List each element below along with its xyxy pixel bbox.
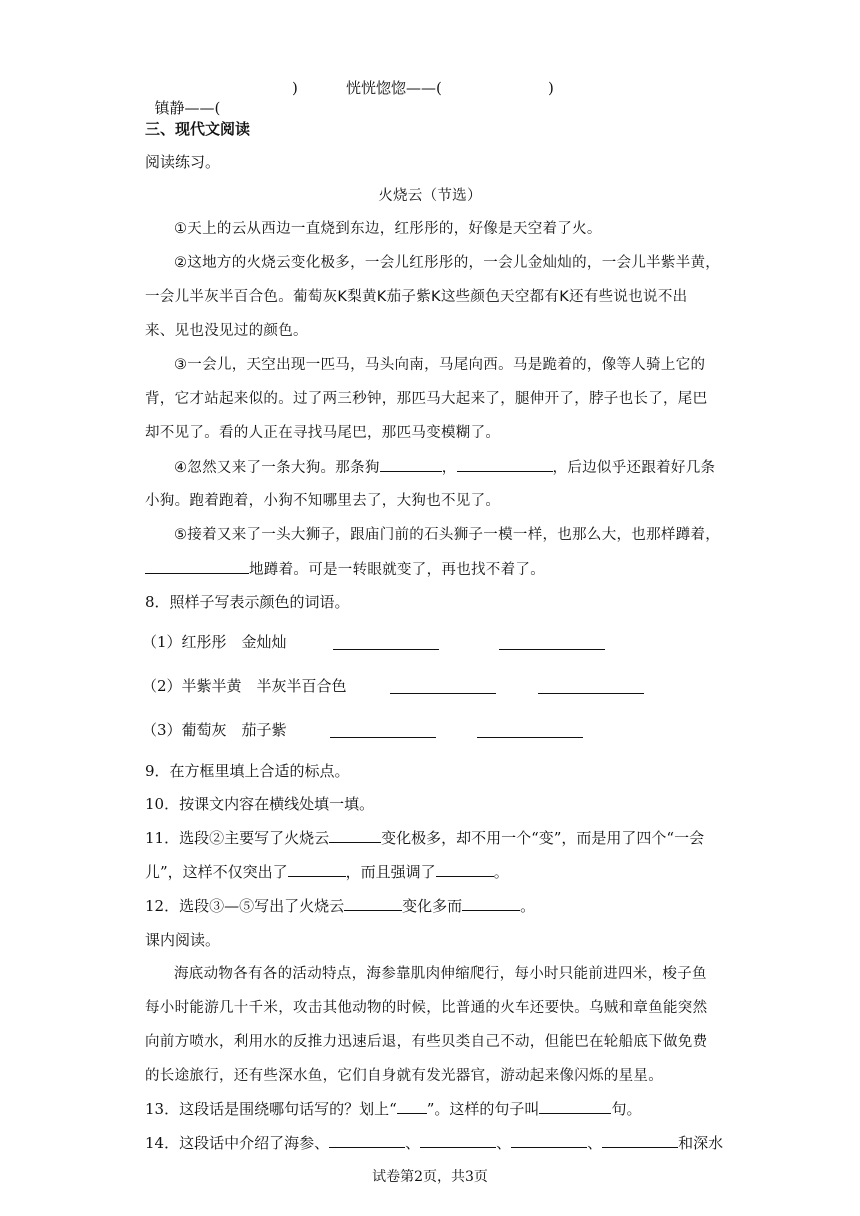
question-9: 9．在方框里填上合适的标点。 bbox=[145, 762, 350, 780]
question-11-line-1 bbox=[145, 828, 704, 848]
q14-blank-3[interactable] bbox=[511, 1133, 587, 1148]
q14-text-b: 和深水 bbox=[678, 1134, 724, 1152]
passage-para-1: ①天上的云从西边一直烧到东边，红彤彤的，好像是天空着了火。 bbox=[174, 221, 602, 237]
q12-text-a: 12．选段③—⑤写出了火烧云 bbox=[145, 897, 345, 915]
q14-text-a: 14．这段话中介绍了海参、 bbox=[145, 1134, 330, 1152]
q14-sep-3: 、 bbox=[587, 1134, 603, 1152]
passage-para-4-line-2: 小狗。跑着跑着，小狗不知哪里去了，大狗也不见了。 bbox=[145, 493, 501, 509]
q11-text-a: 11．选段②主要写了火烧云 bbox=[145, 829, 330, 847]
exercise-intro: 阅读练习。 bbox=[145, 153, 221, 171]
q14-blank-2[interactable] bbox=[420, 1133, 496, 1148]
blank-dog-2[interactable] bbox=[457, 457, 553, 472]
q13-text-a: 13．这段话是围绕哪句话写的？划上“ bbox=[145, 1100, 397, 1118]
q8-item-1-blank-1[interactable] bbox=[333, 633, 439, 650]
q14-blank-1[interactable] bbox=[329, 1133, 405, 1148]
q13-blank-2[interactable] bbox=[539, 1099, 611, 1114]
q14-sep-1: 、 bbox=[405, 1134, 421, 1152]
passage-para-3-line-3: 却不见了。看的人正在寻找马尾巴，那匹马变模糊了。 bbox=[145, 425, 501, 441]
q8-item-3-blank-2[interactable] bbox=[477, 721, 583, 738]
q12-text-c: 。 bbox=[520, 897, 536, 915]
para-4-text-b: ， bbox=[441, 460, 457, 476]
para-4-text-a: ④忽然又来了一条大狗。那条狗 bbox=[174, 460, 380, 476]
section-title: 三、现代文阅读 bbox=[145, 120, 251, 138]
passage-2-line-1: 海底动物各有各的活动特点，海参靠肌肉伸缩爬行，每小时只能前进四米，梭子鱼 bbox=[174, 966, 707, 982]
passage-para-5-line-1: ⑤接着又来了一头大狮子，跟庙门前的石头狮子一模一样，也那么大，也那样蹲着， bbox=[174, 527, 721, 543]
exercise-2-intro: 课内阅读。 bbox=[145, 931, 221, 949]
question-13 bbox=[145, 1099, 641, 1119]
q8-item-1-label: （1）红彤彤 金灿灿 bbox=[142, 633, 287, 651]
para-5-text: 地蹲着。可是一转眼就变了，再也找不着了。 bbox=[249, 562, 545, 578]
question-12 bbox=[145, 896, 535, 916]
passage-2-line-2: 每小时能游几十千米，攻击其他动物的时候，比普通的火车还要快。乌贼和章鱼能突然 bbox=[145, 1000, 708, 1016]
q14-blank-4[interactable] bbox=[602, 1133, 678, 1148]
match-line bbox=[145, 78, 220, 118]
page-footer: 试卷第2页，共3页 bbox=[372, 1169, 488, 1185]
passage-para-2-line-1: ②这地方的火烧云变化极多，一会儿红彤彤的，一会儿金灿灿的，一会儿半紫半黄， bbox=[174, 255, 721, 271]
passage-para-3-line-2: 背，它才站起来似的。过了两三秒钟，那匹马大起来了，腿伸开了，脖子也长了，尾巴 bbox=[145, 391, 708, 407]
q11-blank-2[interactable] bbox=[288, 862, 346, 877]
passage-para-2-line-3: 来、见也没见过的颜色。 bbox=[145, 323, 308, 339]
q12-blank-2[interactable] bbox=[462, 896, 520, 911]
q8-item-2-blank-2[interactable] bbox=[538, 677, 644, 694]
q11-blank-3[interactable] bbox=[436, 862, 494, 877]
para-4-text-c: ，后边似乎还跟着好几条 bbox=[552, 460, 716, 476]
q12-blank-1[interactable] bbox=[344, 896, 402, 911]
q11-text-e: 。 bbox=[493, 863, 509, 881]
q13-text-c: 句。 bbox=[611, 1100, 642, 1118]
passage-para-4-line-1 bbox=[174, 457, 715, 478]
q13-blank-1[interactable] bbox=[397, 1099, 427, 1114]
q11-text-b: 变化极多，却不用一个“变”，而是用了四个“一会 bbox=[381, 829, 705, 847]
passage-para-3-line-1: ③一会儿，天空出现一匹马，马头向南，马尾向西。马是跪着的，像等人骑上它的 bbox=[174, 357, 706, 373]
q8-item-3-blank-1[interactable] bbox=[330, 721, 436, 738]
passage-2-line-4: 的长途旅行，还有些深水鱼，它们自身就有发光器官，游动起来像闪烁的星星。 bbox=[145, 1068, 663, 1084]
passage-para-5-line-2 bbox=[145, 559, 545, 580]
q13-text-b: ”。这样的句子叫 bbox=[426, 1100, 540, 1118]
question-11-line-2 bbox=[145, 862, 509, 882]
q12-text-b: 变化多而 bbox=[402, 897, 463, 915]
q11-blank-1[interactable] bbox=[329, 828, 381, 843]
q11-text-d: ，而且强调了 bbox=[345, 863, 436, 881]
q8-item-2-blank-1[interactable] bbox=[390, 677, 496, 694]
passage-title: 火烧云（节选） bbox=[378, 188, 482, 204]
q8-item-1-blank-2[interactable] bbox=[499, 633, 605, 650]
passage-2-line-3: 向前方喷水，利用水的反推力迅速后退，有些贝类自己不动，但能巴在轮船底下做免费 bbox=[145, 1034, 708, 1050]
q8-item-3-label: （3）葡萄灰 茄子紫 bbox=[142, 721, 287, 739]
q8-item-2-label: （2）半紫半黄 半灰半百合色 bbox=[142, 677, 347, 695]
question-8: 8．照样子写表示颜色的词语。 bbox=[145, 593, 350, 611]
blank-lion[interactable] bbox=[145, 559, 249, 574]
q11-text-c: 儿”，这样不仅突出了 bbox=[145, 863, 288, 881]
passage-para-2-line-2: 一会儿半灰半百合色。葡萄灰K梨黄K茄子紫K这些颜色天空都有K还有些说也说不出 bbox=[145, 289, 688, 305]
word-zhenjing: 镇静——( bbox=[154, 99, 221, 117]
paren-close-2: ) bbox=[548, 79, 554, 97]
q14-sep-2: 、 bbox=[496, 1134, 512, 1152]
question-10: 10．按课文内容在横线处填一填。 bbox=[145, 795, 375, 813]
word-huanghuanghuhu: 恍恍惚惚——( bbox=[346, 79, 442, 97]
blank-dog-1[interactable] bbox=[380, 457, 442, 472]
paren-close-1: ) bbox=[292, 79, 298, 97]
question-14 bbox=[145, 1133, 723, 1153]
